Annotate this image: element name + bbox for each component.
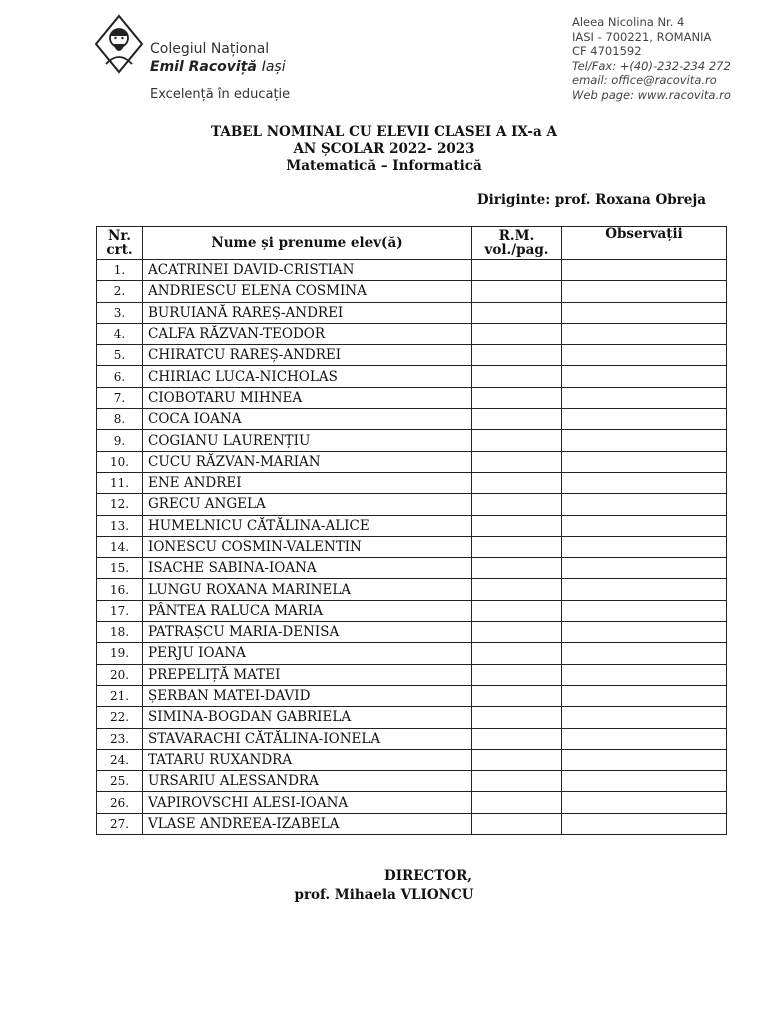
table-row [97,664,727,685]
rm-cell [472,813,562,834]
rm-cell [472,771,562,792]
observations-cell [562,323,727,344]
rm-cell [472,622,562,643]
address-line: IASI - 700221, ROMANIA [572,29,712,44]
table-row [97,260,727,281]
rm-cell [472,579,562,600]
table-row [97,451,727,472]
row-number: 26. [97,792,143,813]
observations-cell [562,622,727,643]
school-logo [94,14,144,74]
table-row [97,643,727,664]
row-number: 2. [97,281,143,302]
row-number: 9. [97,430,143,451]
row-number: 4. [97,323,143,344]
student-name: SIMINA-BOGDAN GABRIELA [143,707,472,728]
rm-cell [472,409,562,430]
student-name: CHIRATCU RAREȘ-ANDREI [143,345,472,366]
student-name: ISACHE SABINA-IOANA [143,558,472,579]
student-name: GRECU ANGELA [143,494,472,515]
row-number: 22. [97,707,143,728]
student-table [96,226,727,835]
student-name: VAPIROVSCHI ALESI-IOANA [143,792,472,813]
row-number: 7. [97,387,143,408]
rm-cell [472,728,562,749]
school-name-line1: Colegiul Național [150,41,270,57]
school-name-bold: Emil Racoviță [150,59,257,75]
student-name: CHIRIAC LUCA-NICHOLAS [143,366,472,387]
row-number: 16. [97,579,143,600]
rm-cell [472,451,562,472]
table-row [97,409,727,430]
rm-cell [472,430,562,451]
header-nr-line1: Nr. [108,228,131,244]
table-row [97,813,727,834]
observations-cell [562,749,727,770]
table-row [97,707,727,728]
observations-cell [562,813,727,834]
student-name: LUNGU ROXANA MARINELA [143,579,472,600]
observations-cell [562,771,727,792]
observations-cell [562,600,727,621]
rm-cell [472,323,562,344]
student-name: CALFA RĂZVAN-TEODOR [143,323,472,344]
table-row [97,600,727,621]
rm-cell [472,515,562,536]
school-motto: Excelență în educație [150,87,291,102]
row-number: 3. [97,302,143,323]
row-number: 20. [97,664,143,685]
observations-cell [562,685,727,706]
row-number: 25. [97,771,143,792]
student-name: PÂNTEA RALUCA MARIA [143,600,472,621]
table-row [97,472,727,493]
rm-cell [472,664,562,685]
student-name: TATARU RUXANDRA [143,749,472,770]
phone-fax: Tel/Fax: +(40)-232-234 272 [572,58,731,73]
student-name: PATRAȘCU MARIA-DENISA [143,622,472,643]
row-number: 18. [97,622,143,643]
table-row [97,685,727,706]
rm-cell [472,366,562,387]
row-number: 13. [97,515,143,536]
row-number: 5. [97,345,143,366]
table-row [97,771,727,792]
student-name: ACATRINEI DAVID-CRISTIAN [143,260,472,281]
rm-cell [472,558,562,579]
table-row [97,515,727,536]
row-number: 14. [97,536,143,557]
table-row [97,728,727,749]
observations-cell [562,260,727,281]
table-row [97,323,727,344]
rm-cell [472,536,562,557]
observations-cell [562,451,727,472]
student-name: CIOBOTARU MIHNEA [143,387,472,408]
rm-cell [472,494,562,515]
observations-cell [562,643,727,664]
student-name: ENE ANDREI [143,472,472,493]
table-row [97,749,727,770]
student-name: ȘERBAN MATEI-DAVID [143,685,472,706]
rm-cell [472,643,562,664]
observations-cell [562,430,727,451]
table-row [97,302,727,323]
contact-block [572,15,731,103]
table-row [97,536,727,557]
rm-cell [472,387,562,408]
row-number: 12. [97,494,143,515]
student-name: COCA IOANA [143,409,472,430]
observations-cell [562,707,727,728]
observations-cell [562,409,727,430]
row-number: 8. [97,409,143,430]
header-rm-line2: vol./pag. [484,242,549,258]
table-row [97,494,727,515]
observations-cell [562,579,727,600]
school-header [94,14,344,104]
student-name: PREPELIȚĂ MATEI [143,664,472,685]
row-number: 10. [97,451,143,472]
title-line3: Matematică – Informatică [286,158,482,174]
row-number: 24. [97,749,143,770]
observations-cell [562,728,727,749]
rm-cell [472,600,562,621]
row-number: 21. [97,685,143,706]
table-row [97,281,727,302]
table-row [97,558,727,579]
observations-cell [562,387,727,408]
table-row [97,622,727,643]
rm-cell [472,281,562,302]
row-number: 11. [97,472,143,493]
observations-cell [562,664,727,685]
email: email: office@racovita.ro [572,73,717,88]
observations-cell [562,792,727,813]
class-teacher: Diriginte: prof. Roxana Obreja [476,192,706,208]
fiscal-code: CF 4701592 [572,44,642,59]
observations-cell [562,558,727,579]
signature-block [0,867,768,905]
student-name: HUMELNICU CĂTĂLINA-ALICE [143,515,472,536]
header-rm [472,227,562,260]
header-rm-line1: R.M. [498,228,535,244]
header-nr-line2: crt. [106,242,133,258]
row-number: 1. [97,260,143,281]
rm-cell [472,472,562,493]
rm-cell [472,302,562,323]
student-name: ANDRIESCU ELENA COSMINA [143,281,472,302]
student-name: STAVARACHI CĂTĂLINA-IONELA [143,728,472,749]
row-number: 17. [97,600,143,621]
table-row [97,579,727,600]
observations-cell [562,515,727,536]
row-number: 23. [97,728,143,749]
address-line: Aleea Nicolina Nr. 4 [572,15,685,29]
student-name: COGIANU LAURENȚIU [143,430,472,451]
row-number: 19. [97,643,143,664]
header-nr [97,227,143,260]
student-name: PERJU IOANA [143,643,472,664]
observations-cell [562,345,727,366]
rm-cell [472,260,562,281]
student-name: VLASE ANDREEA-IZABELA [143,813,472,834]
title-line1: TABEL NOMINAL CU ELEVII CLASEI A IX-a A [211,124,557,140]
school-city: Iași [261,59,286,75]
student-name: URSARIU ALESSANDRA [143,771,472,792]
table-header-row [97,227,727,260]
table-row [97,366,727,387]
director-title: DIRECTOR, [383,868,472,884]
rm-cell [472,792,562,813]
director-name: prof. Mihaela VLIONCU [294,887,474,903]
observations-cell [562,472,727,493]
observations-cell [562,281,727,302]
document-title [0,124,768,175]
header-observations: Observații [562,227,727,260]
student-name: CUCU RĂZVAN-MARIAN [143,451,472,472]
table-row [97,430,727,451]
observations-cell [562,366,727,387]
student-name: IONESCU COSMIN-VALENTIN [143,536,472,557]
web-page: Web page: www.racovita.ro [572,87,731,102]
rm-cell [472,345,562,366]
observations-cell [562,536,727,557]
school-name-line2 [150,59,286,75]
table-row [97,387,727,408]
rm-cell [472,749,562,770]
row-number: 27. [97,813,143,834]
header-name: Nume și prenume elev(ă) [143,227,472,260]
observations-cell [562,302,727,323]
table-row [97,792,727,813]
row-number: 15. [97,558,143,579]
student-name: BURUIANĂ RAREȘ-ANDREI [143,302,472,323]
rm-cell [472,685,562,706]
title-line2: AN ȘCOLAR 2022- 2023 [293,141,475,157]
table-row [97,345,727,366]
observations-cell [562,494,727,515]
rm-cell [472,707,562,728]
row-number: 6. [97,366,143,387]
